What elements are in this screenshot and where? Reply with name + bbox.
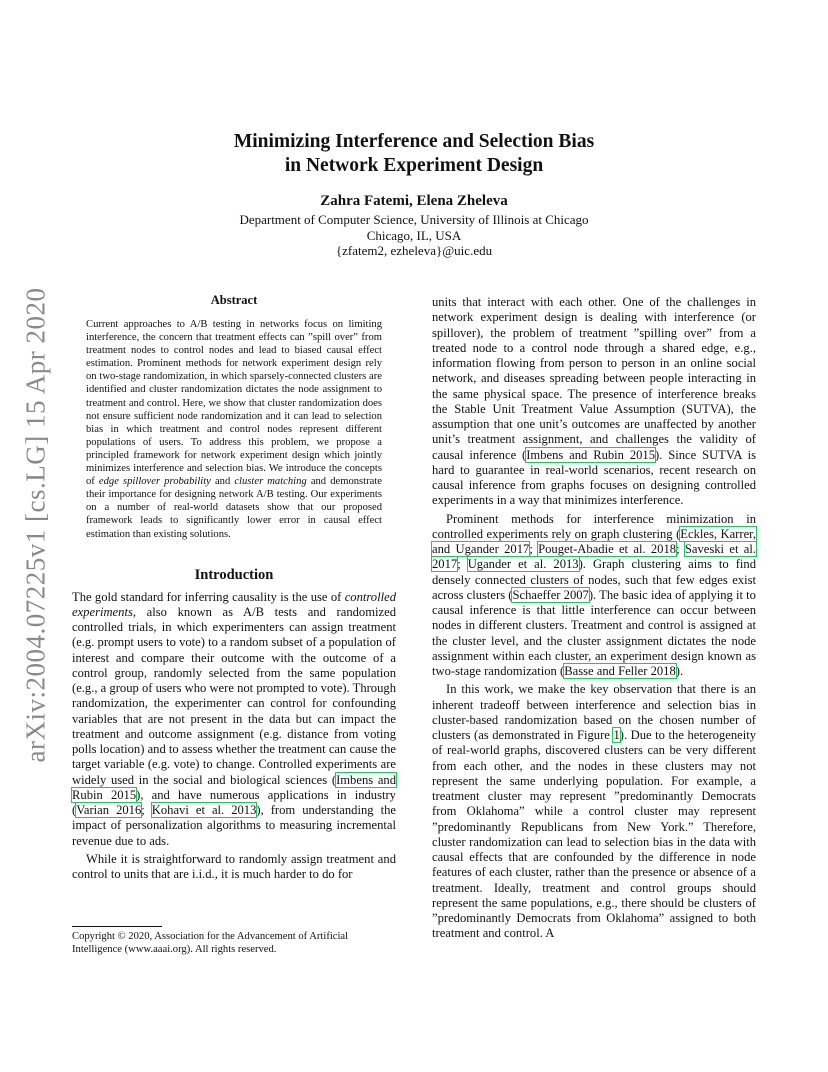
citation-separator: ;: [676, 542, 685, 556]
citation-link[interactable]: Saveski et al. 2017: [432, 542, 756, 572]
intro-paragraph-1: [72, 590, 396, 849]
right-p1-text-b: ). Since SUTVA is hard to guarantee in real-world scenarios, recent research on causal inference from graphs focuses on designing controlled experiments in a way that minimizes interference.: [432, 447, 756, 508]
right-p1-text-a: units that interact with each other. One of the challenges in network experiment design is dealing with interference (or spillover), the problem of treatment ”spilling over” from a treated node to a control node through a shared edge, e.g., information flowing from person to person in an online social network, and diseases spreading between people interacting in the same physical space. The presence of interference breaks the Stable Unit Treatment Value Assumption (SUTVA), the assumption that one unit’s outcomes are unaffected by another unit’s treatment assignment, and challenges the validity of causal inference (: [432, 295, 756, 462]
footnote-rule: [72, 926, 162, 927]
citation-link[interactable]: Schaeffer 2007: [512, 587, 589, 602]
affiliation-line-2: Chicago, IL, USA: [366, 227, 462, 243]
arxiv-id: arXiv:2004.07225v1 [cs.LG] 15 Apr 2020: [20, 287, 51, 763]
citation-link[interactable]: Pouget-Abadie et al. 2018: [538, 542, 677, 556]
abstract-emphasis-2: cluster matching: [234, 476, 307, 488]
right-paragraph-3: [432, 682, 756, 941]
abstract-text: [86, 318, 382, 541]
intro-p1-emphasis: controlled experiments: [72, 589, 396, 619]
intro-paragraph-2: While it is straightforward to randomly assign treatment and control to units that are i.i.d., it is much harder to do for: [72, 851, 396, 882]
left-column: [72, 293, 396, 882]
citation-link[interactable]: Basse and Feller 2018: [564, 664, 676, 678]
intro-p1-text-d: ), from understanding the impact of personalization algorithms to measuring incremental revenue due to ads.: [72, 803, 396, 848]
right-p2-text-c: ). The basic idea of applying it to causal inference is that little interference can occur between nodes in different clusters. Treatment and control is assigned at the cluster level, and the cluster assignment dictates the node assignment within each cluster, an experiment design known as two-stage randomization (: [432, 587, 756, 678]
title-line-1: Minimizing Interference and Selection Bias: [233, 131, 595, 152]
citation-link[interactable]: Kohavi et al. 2013: [151, 803, 257, 818]
introduction-heading: Introduction: [194, 566, 274, 583]
citation-link[interactable]: Eckles, Karrer, and Ugander 2017: [432, 526, 756, 556]
intro-p1-text-c: ), and have numerous applications in industry (: [72, 787, 396, 818]
arxiv-sidebar-stamp: [18, 285, 54, 765]
paper-title: [0, 130, 828, 178]
abstract-text-part2: and: [210, 476, 235, 488]
right-p2-text-b: ). Graph clustering aims to find densely connected clusters of nodes, such that few edges exist across clusters (: [432, 557, 756, 602]
abstract-text-part1: Current approaches to A/B testing in networks focus on limiting interference, the concern that treatment effects can ”spill over” from treatment nodes to control nodes and lead to biased causal effect estimation. Prominent methods for network experiment design rely on two-stage randomization, in which sparsely-connected clusters are identified and cluster randomization dictates the node assignment to treatment and control. Here, we show that cluster randomization does not ensure sufficient node randomization and it can lead to selection bias in which treatment and control nodes represent different populations of users. To address this problem, we propose a principled framework for network experiment design which jointly minimizes interference and selection bias. We introduce the concepts of: [86, 319, 382, 488]
citation-link[interactable]: Imbens and Rubin 2015: [526, 447, 656, 462]
abstract-text-part3: and demonstrate their importance for designing network A/B testing. Our experiments on a number of real-world datasets show that our proposed framework leads to significantly lower error in causal effect estimation than existing solutions.: [86, 476, 382, 540]
intro-p1-text-b: , also known as A/B tests and randomized controlled trials, in which experimenters can assign treatment (e.g. prompt users to vote) to a random subset of a population of interest and compare their outcome with the outcome of a control group, randomly selected from the same population (e.g., a group of users who were not prompted to vote). Through randomization, the experimenter can control for confounding variables that are not present in the data but can impact the treatment and outcome assignment (e.g. distance from voting polls location) and to assess whether the treatment can cause the target variable (e.g. vote) to change. Controlled experiments are widely used in the social and biological sciences (: [72, 604, 396, 787]
affiliation: [0, 212, 828, 259]
footnote-line-2: Intelligence (www.aaai.org). All rights reserved.: [72, 944, 277, 955]
citation-link[interactable]: Varian 2016: [76, 803, 142, 818]
footnote-line-1: Copyright © 2020, Association for the Advancement of Artificial: [72, 931, 349, 942]
citation-separator: ;: [141, 803, 152, 818]
affiliation-line-1: Department of Computer Science, University of Illinois at Chicago: [239, 212, 589, 227]
affiliation-emails: {zfatem2, ezheleva}@uic.edu: [335, 243, 493, 258]
right-p3-text-b: ). Due to the heterogeneity of real-world graphs, discovered clusters can be very different from each other, and the nodes in these clusters may not represent the same underlying population. For example, a treatment cluster may represent ”predominantly Democrats from Oklahoma” while a control cluster may represent ”predominantly Republicans from New York.” Therefore, cluster randomization can lead to selection bias in the data with causal effects that are confounded by the difference in node features of each cluster, rather than the presence or absence of a treatment. Ideally, treatment and control groups should represent the same populations, e.g., there should be clusters of ”predominantly Democrats from Oklahoma” assigned to both treatment and control. A: [432, 728, 757, 941]
citation-link[interactable]: Imbens and Rubin 2015: [72, 772, 396, 802]
title-line-2: in Network Experiment Design: [284, 155, 544, 176]
copyright-footnote: [72, 926, 396, 956]
right-p2-text-a: Prominent methods for interference minimization in controlled experiments rely on graph clustering (: [432, 511, 756, 541]
citation-separator: ;: [457, 557, 468, 572]
right-paragraph-1: [432, 295, 756, 509]
citation-link[interactable]: Ugander et al. 2013: [467, 557, 579, 572]
introduction-body: [72, 590, 396, 883]
abstract-heading: Abstract: [210, 293, 258, 307]
right-column: [432, 295, 756, 942]
right-p2-text-d: ).: [675, 664, 684, 678]
intro-p1-text-a: The gold standard for inferring causality is the use of: [72, 589, 345, 604]
authors: Zahra Fatemi, Elena Zheleva: [320, 193, 508, 209]
citation-separator: ;: [529, 542, 539, 556]
figure-reference-link[interactable]: 1: [613, 728, 620, 742]
right-paragraph-2: [432, 512, 756, 680]
abstract-emphasis-1: edge spillover probability: [98, 476, 211, 488]
right-p3-text-a: In this work, we make the key observation that there is an inherent tradeoff between interference and selection bias in cluster-based randomization based on the chosen number of clusters (as demonstrated in Figure: [432, 682, 756, 742]
